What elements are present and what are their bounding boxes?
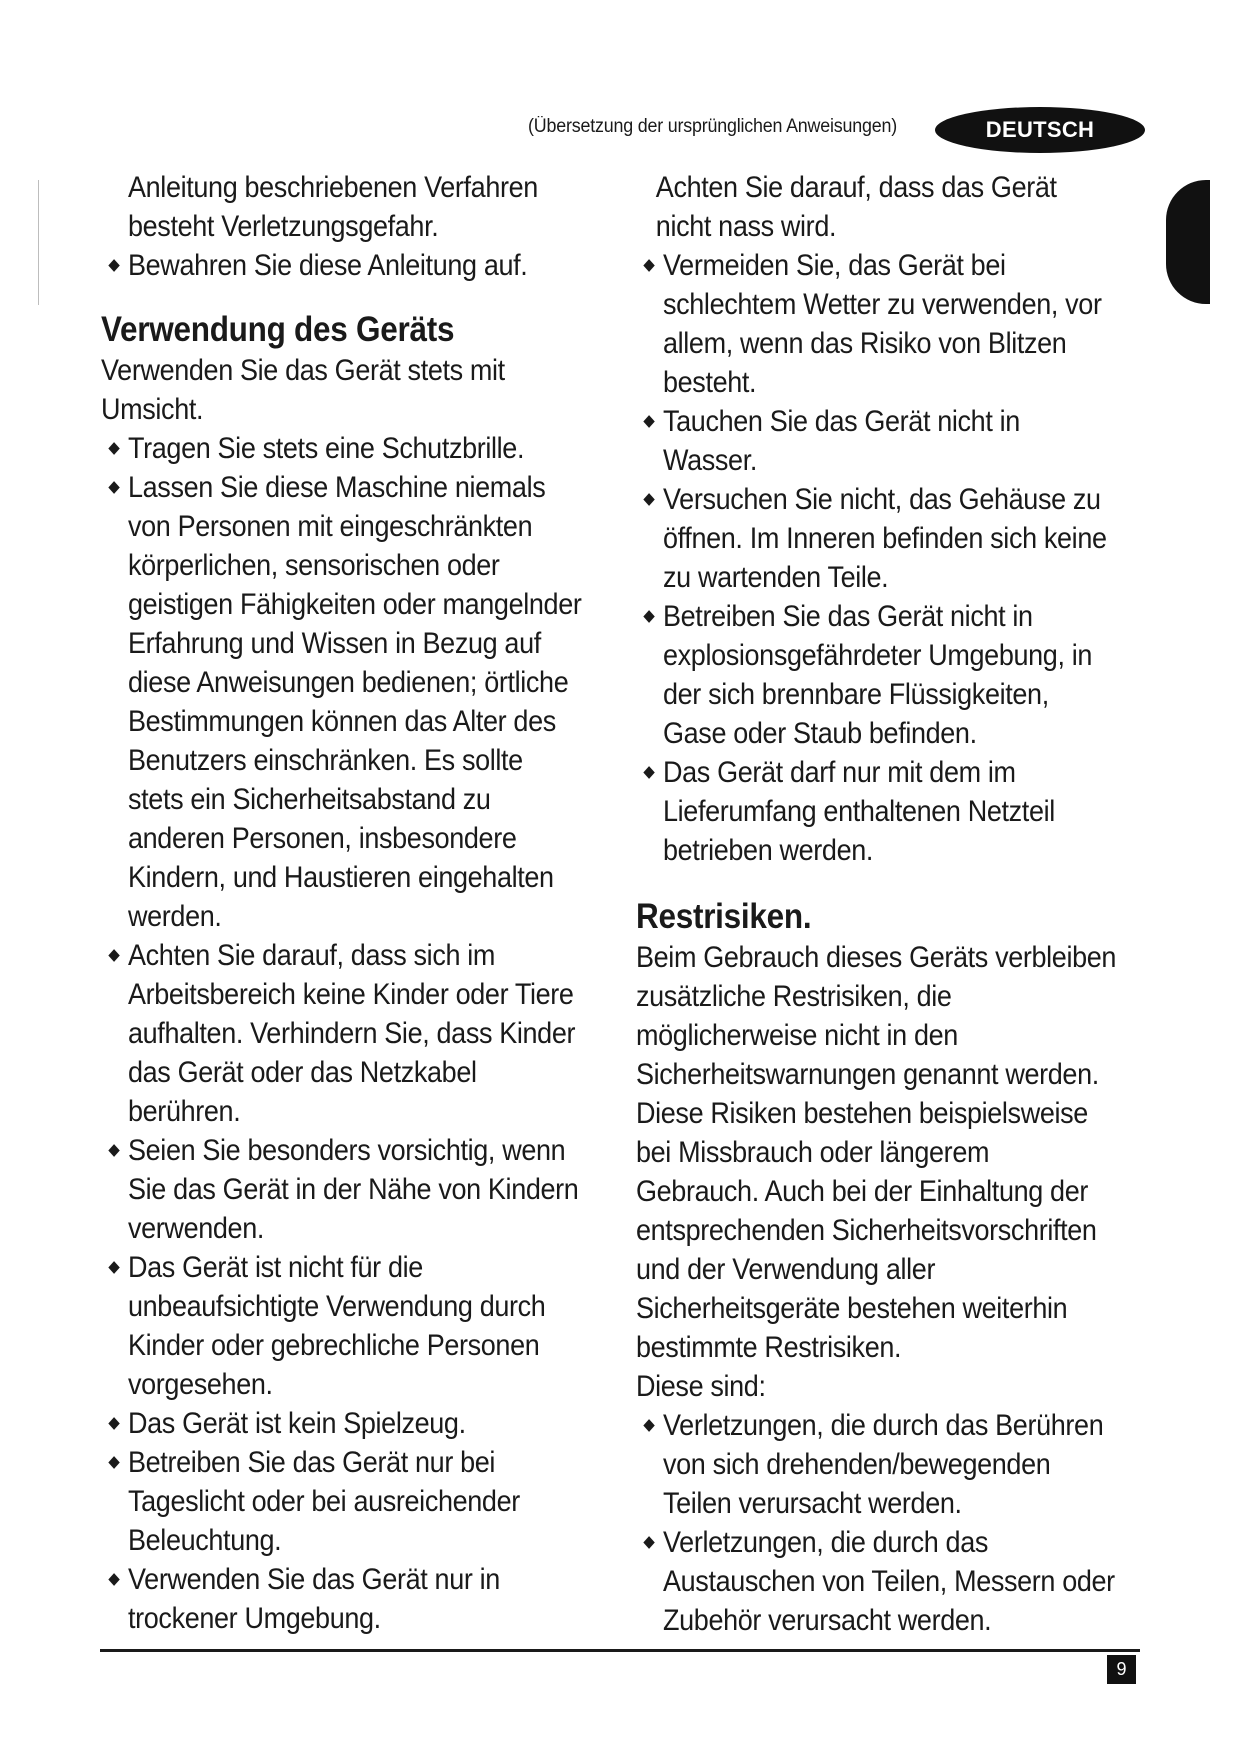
section-intro: Verwenden Sie das Gerät stets mit Umsicht. — [101, 354, 505, 426]
list-item — [636, 402, 1117, 480]
diamond-bullet-icon — [108, 442, 119, 455]
diamond-bullet-icon — [108, 1456, 119, 1469]
list-item-text: Tauchen Sie das Gerät nicht in Wasser. — [663, 405, 1020, 477]
diamond-bullet-icon — [643, 766, 654, 779]
list-item-text: Vermeiden Sie, das Gerät bei schlechtem Wetter zu verwenden, vor allem, wenn das Risiko von Blitzen besteht. — [663, 249, 1102, 399]
list-item-text: Betreiben Sie das Gerät nur bei Tageslicht oder bei ausreichender Beleuchtung. — [128, 1446, 520, 1557]
diamond-bullet-icon — [643, 493, 654, 506]
header-subtitle: (Übersetzung der ursprünglichen Anweisungen) — [528, 116, 898, 137]
left-column — [101, 168, 582, 1638]
list-item-text: Achten Sie darauf, dass sich im Arbeitsbereich keine Kinder oder Tiere aufhalten. Verhindern Sie, dass Kinder das Gerät oder das Netzkabel berühren. — [128, 939, 576, 1128]
footer-rule — [100, 1649, 1140, 1652]
diamond-bullet-icon — [643, 259, 654, 272]
list-item — [101, 246, 582, 285]
diamond-bullet-icon — [643, 415, 654, 428]
diamond-bullet-icon — [108, 1261, 119, 1274]
section-heading-usage: Verwendung des Geräts — [101, 310, 455, 349]
list-item-text: Bewahren Sie diese Anleitung auf. — [128, 249, 528, 282]
list-item — [101, 429, 582, 468]
diamond-bullet-icon — [643, 1536, 654, 1549]
list-item — [101, 1404, 582, 1443]
margin-rule — [38, 180, 39, 305]
list-item — [101, 1560, 582, 1638]
list-item-text: Versuchen Sie nicht, das Gehäuse zu öffnen. Im Inneren befinden sich keine zu wartenden Teile. — [663, 483, 1107, 594]
diamond-bullet-icon — [643, 610, 654, 623]
diamond-bullet-icon — [108, 481, 119, 494]
list-item-text: Seien Sie besonders vorsichtig, wenn Sie das Gerät in der Nähe von Kindern verwenden. — [128, 1134, 579, 1245]
continuation-text: Achten Sie darauf, dass das Gerät nicht nass wird. — [655, 171, 1057, 243]
list-item — [101, 1443, 582, 1560]
diamond-bullet-icon — [108, 1417, 119, 1430]
list-item — [636, 597, 1117, 753]
list-item — [101, 468, 582, 936]
section-heading-residual-risks: Restrisiken. — [636, 897, 812, 936]
list-item-text: Tragen Sie stets eine Schutzbrille. — [128, 432, 525, 465]
list-item — [636, 480, 1117, 597]
section-lead: Diese sind: — [636, 1370, 766, 1403]
list-item-text: Betreiben Sie das Gerät nicht in explosionsgefährdeter Umgebung, in der sich brennbare Flüssigkeiten, Gase oder Staub befinden. — [663, 600, 1093, 750]
page-number: 9 — [1107, 1655, 1136, 1684]
list-item — [101, 1131, 582, 1248]
list-item-text: Das Gerät ist kein Spielzeug. — [128, 1407, 466, 1440]
section-tab-marker — [1166, 180, 1210, 304]
list-item — [636, 753, 1117, 870]
list-item-text: Lassen Sie diese Maschine niemals von Personen mit eingeschränkten körperlichen, sensorischen oder geistigen Fähigkeiten oder mangelnder Erfahrung und Wissen in Bezug auf diese Anweisungen bedienen; örtliche Bestimmungen können das Alter des Benutzers einschränken. Es sollte stets ein Sicherheitsabstand zu anderen Personen, insbesondere Kindern, und Haustieren eingehalten werden. — [128, 471, 582, 933]
intro-continuation: Anleitung beschriebenen Verfahren besteht Verletzungsgefahr. — [128, 171, 538, 243]
list-item — [101, 936, 582, 1131]
diamond-bullet-icon — [643, 1419, 654, 1432]
diamond-bullet-icon — [108, 259, 119, 272]
list-item — [636, 1406, 1117, 1523]
list-item-text: Das Gerät darf nur mit dem im Lieferumfang enthaltenen Netzteil betrieben werden. — [663, 756, 1055, 867]
section-body: Beim Gebrauch dieses Geräts verbleiben zusätzliche Restrisiken, die möglicherweise nicht in den Sicherheitswarnungen genannt werden. Diese Risiken bestehen beispielsweise bei Missbrauch oder längerem Gebrauch. Auch bei der Einhaltung der entsprechenden Sicherheitsvorschriften und der Verwendung aller Sicherheitsgeräte bestehen weiterhin bestimmte Restrisiken. — [636, 941, 1117, 1364]
language-badge: DEUTSCH — [935, 107, 1145, 153]
diamond-bullet-icon — [108, 1144, 119, 1157]
list-item-text: Verwenden Sie das Gerät nur in trockener Umgebung. — [128, 1563, 500, 1635]
list-item — [636, 246, 1117, 402]
list-item — [636, 1523, 1117, 1640]
list-item-text: Verletzungen, die durch das Austauschen von Teilen, Messern oder Zubehör verursacht werden. — [663, 1526, 1115, 1637]
right-column — [636, 168, 1117, 1640]
list-item-text: Das Gerät ist nicht für die unbeaufsichtigte Verwendung durch Kinder oder gebrechliche Personen vorgesehen. — [128, 1251, 546, 1401]
list-item-text: Verletzungen, die durch das Berühren von sich drehenden/bewegenden Teilen verursacht werden. — [663, 1409, 1104, 1520]
list-item — [101, 1248, 582, 1404]
diamond-bullet-icon — [108, 1573, 119, 1586]
diamond-bullet-icon — [108, 949, 119, 962]
